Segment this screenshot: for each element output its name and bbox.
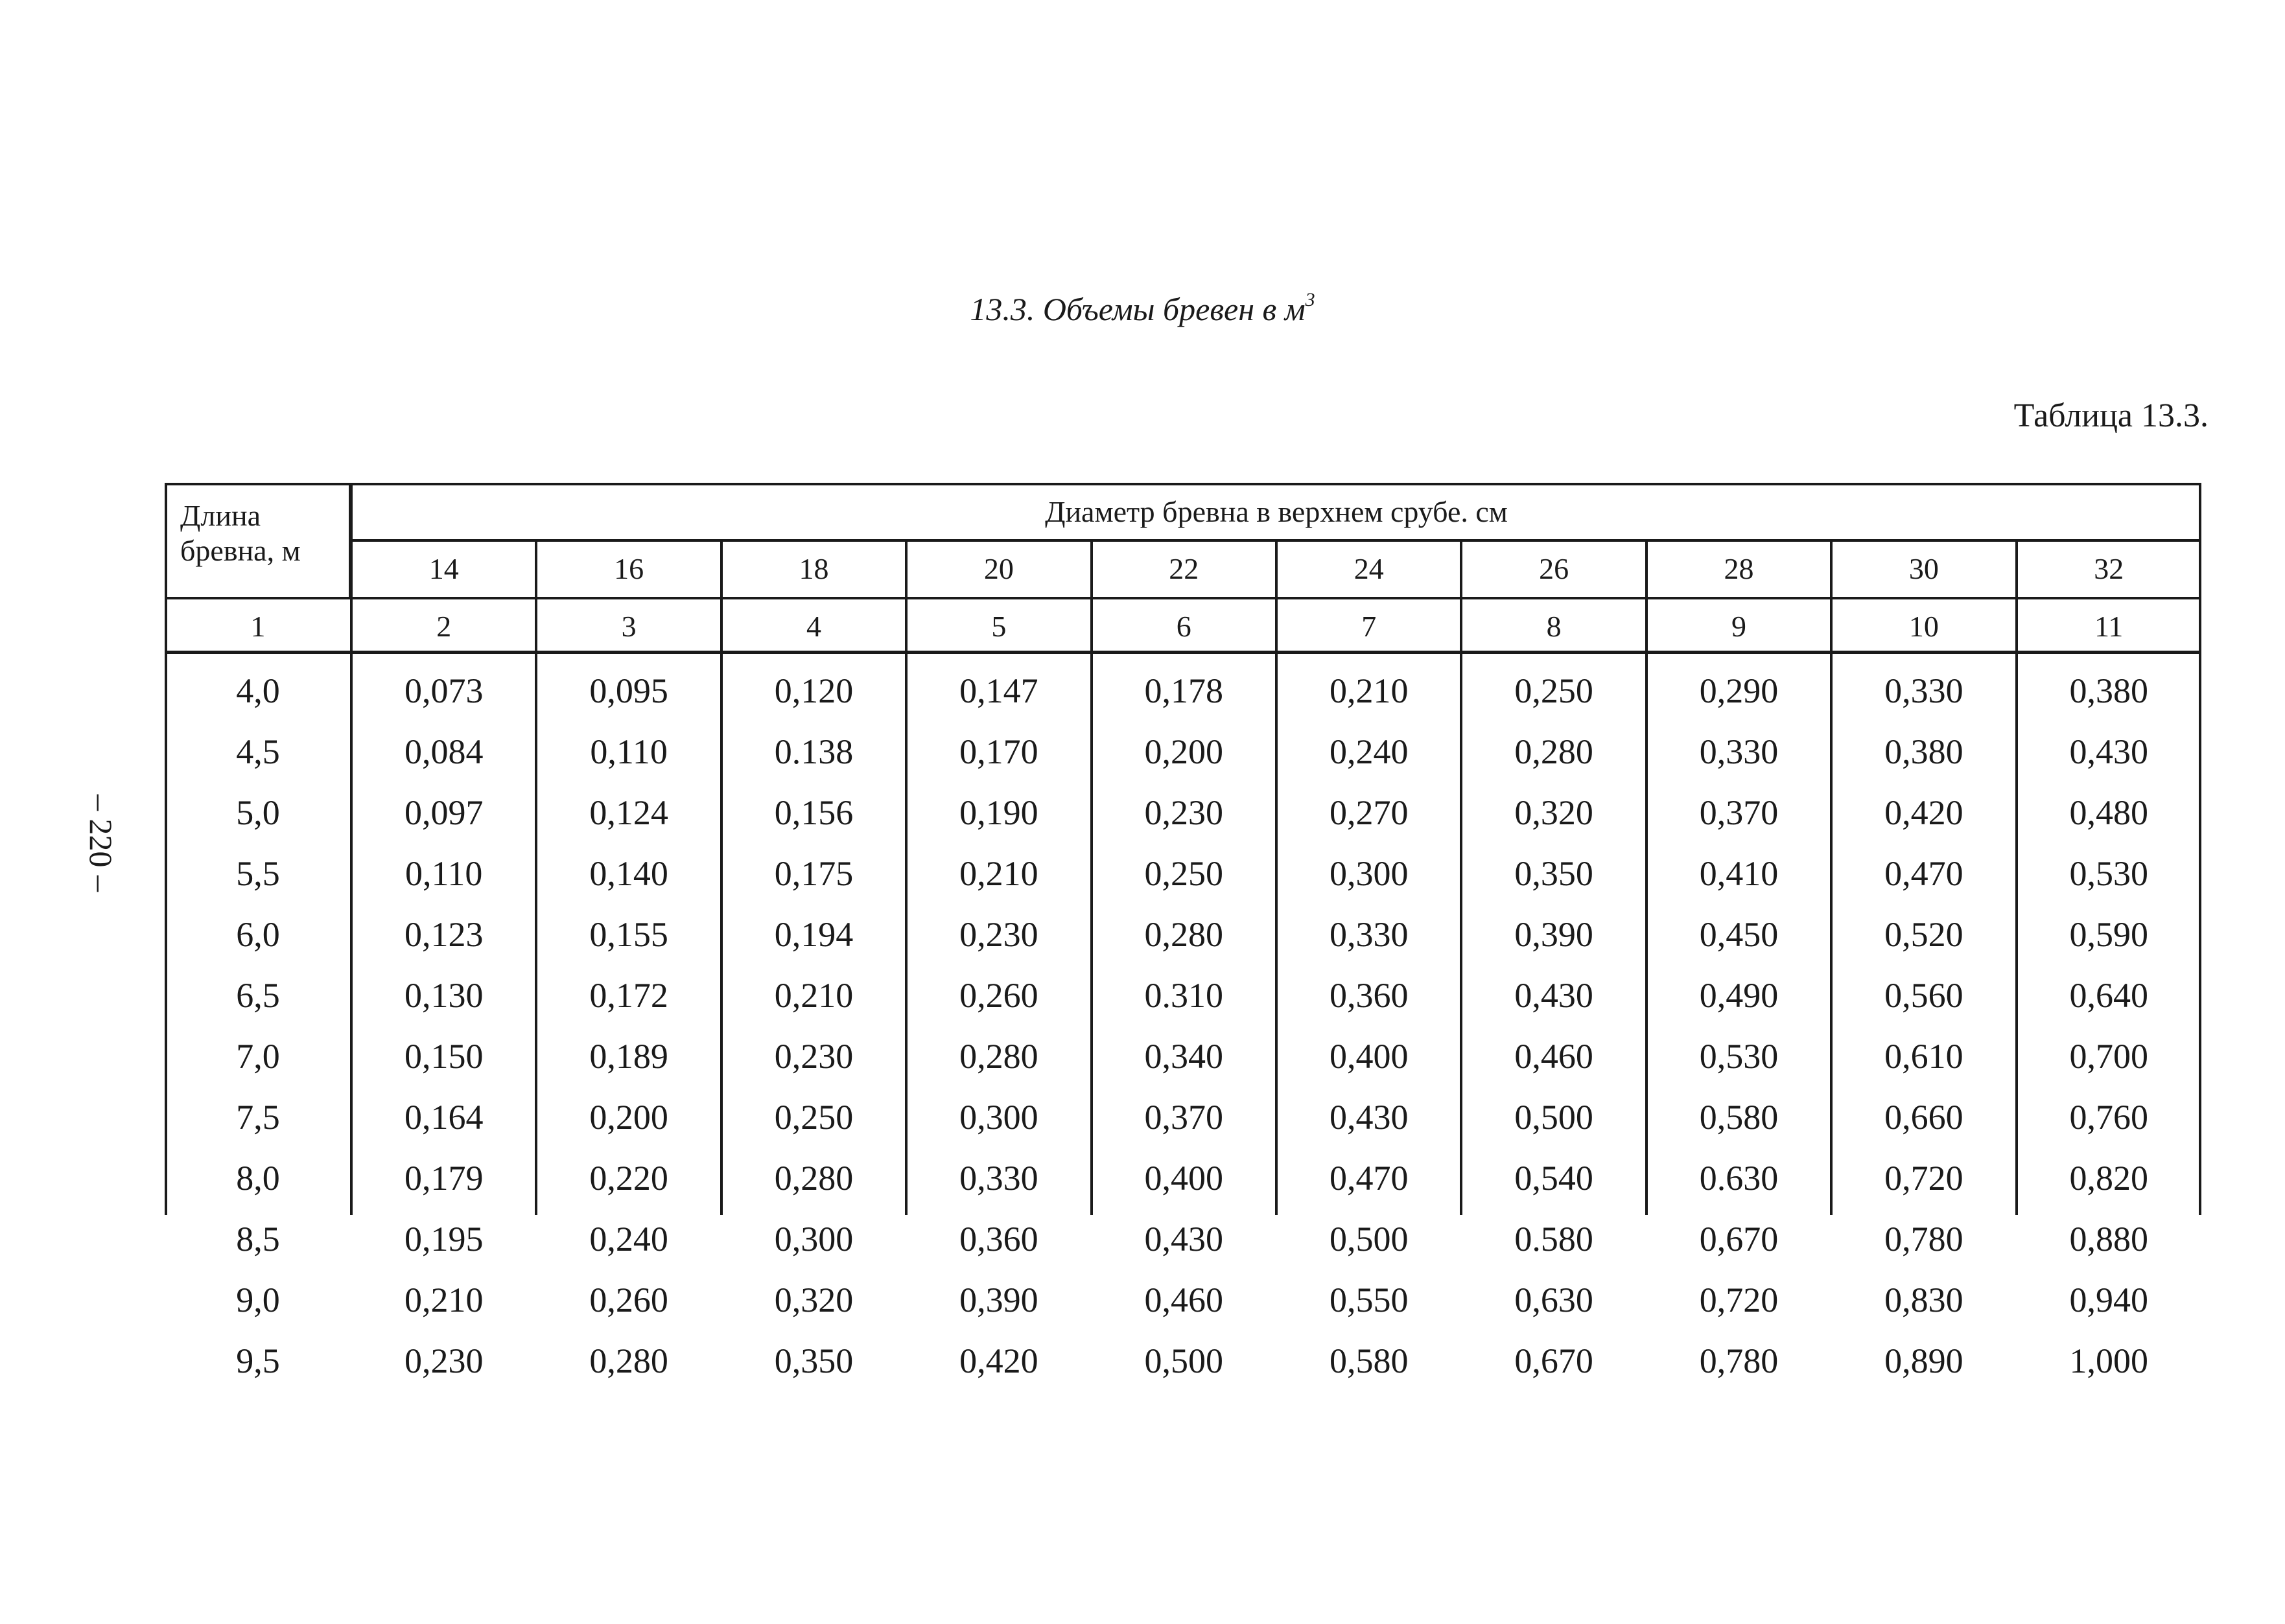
volume-cell: 0,670 — [1699, 1220, 1779, 1259]
volume-cell: 0,830 — [1884, 1281, 1963, 1319]
column-number: 3 — [621, 610, 637, 643]
volume-cell: 0,350 — [774, 1341, 854, 1380]
volume-cell: 0,380 — [1884, 732, 1963, 771]
volume-cell: 0.580 — [1514, 1220, 1593, 1259]
volume-cell: 0,780 — [1699, 1341, 1779, 1380]
column-number: 2 — [436, 610, 452, 643]
diameter-group-header: Диаметр бревна в верхнем срубе. см — [1045, 495, 1508, 528]
volume-cell: 0,200 — [589, 1098, 668, 1137]
volume-cell: 0,530 — [2069, 854, 2149, 893]
table-row — [165, 782, 2201, 843]
volume-cell: 0,260 — [589, 1281, 668, 1319]
volume-cell: 0,190 — [959, 793, 1038, 832]
log-length-cell: 5,0 — [236, 793, 280, 832]
volume-cell: 0,890 — [1884, 1341, 1963, 1380]
volume-cell: 0,540 — [1514, 1159, 1593, 1198]
volume-cell: 0,420 — [959, 1341, 1038, 1380]
volume-cell: 0,240 — [589, 1220, 668, 1259]
diameter-value: 22 — [1169, 552, 1199, 585]
volume-cell: 0,300 — [959, 1098, 1038, 1137]
volume-cell: 0,330 — [1699, 732, 1779, 771]
volume-cell: 0,460 — [1144, 1281, 1224, 1319]
volume-cell: 0,590 — [2069, 915, 2149, 954]
table-heading — [0, 290, 2285, 328]
log-length-cell: 9,0 — [236, 1281, 280, 1319]
volume-cell: 0,320 — [774, 1281, 854, 1319]
volume-cell: 0,360 — [959, 1220, 1038, 1259]
diameter-value: 28 — [1724, 552, 1754, 585]
volume-cell: 0,097 — [404, 793, 484, 832]
table-row — [165, 721, 2201, 782]
heading-text: 13.3. Объемы бревен в м — [970, 291, 1306, 327]
table-label: Таблица 13.3. — [2013, 397, 2209, 434]
log-length-cell: 5,5 — [236, 854, 280, 893]
volume-cell: 0,250 — [1144, 854, 1224, 893]
volume-cell: 0,175 — [774, 854, 854, 893]
volume-cell: 0,220 — [589, 1159, 668, 1198]
volume-cell: 0,500 — [1144, 1341, 1224, 1380]
volume-cell: 0,430 — [1514, 976, 1593, 1015]
volume-cell: 0.630 — [1699, 1159, 1779, 1198]
log-length-cell: 4,5 — [236, 732, 280, 771]
volume-cell: 0,210 — [959, 854, 1038, 893]
diameter-value: 32 — [2094, 552, 2124, 585]
volume-cell: 0.138 — [774, 732, 854, 771]
volume-cell: 0,470 — [1329, 1159, 1409, 1198]
volume-cell: 0,156 — [774, 793, 854, 832]
diameter-value: 30 — [1908, 552, 1939, 585]
volume-cell: 0,095 — [589, 671, 668, 710]
volume-cell: 0,150 — [404, 1037, 484, 1076]
volume-cell: 0,280 — [1144, 915, 1224, 954]
volume-cell: 0,155 — [589, 915, 668, 954]
volume-cell: 0,280 — [774, 1159, 854, 1198]
volume-cell: 0,164 — [404, 1098, 484, 1137]
volume-cell: 0,084 — [404, 732, 484, 771]
table-row — [165, 965, 2201, 1026]
column-number: 10 — [1908, 610, 1939, 643]
volume-cell: 1,000 — [2069, 1341, 2149, 1380]
page-number: – 220 – — [83, 795, 119, 892]
volume-cell: 0,200 — [1144, 732, 1224, 771]
diameter-value: 18 — [799, 552, 829, 585]
diameter-value: 20 — [983, 552, 1014, 585]
volume-cell: 0,300 — [1329, 854, 1409, 893]
volume-cell: 0,210 — [1329, 671, 1409, 710]
volume-cell: 0,230 — [774, 1037, 854, 1076]
volume-cell: 0,370 — [1699, 793, 1779, 832]
table-row — [165, 1270, 2201, 1330]
volume-cell: 0,230 — [404, 1341, 484, 1380]
column-number: 8 — [1546, 610, 1562, 643]
volume-cell: 0,195 — [404, 1220, 484, 1259]
volume-cell: 0,390 — [959, 1281, 1038, 1319]
volume-cell: 0.310 — [1144, 976, 1224, 1015]
volume-cell: 0,700 — [2069, 1037, 2149, 1076]
volume-cell: 0,500 — [1329, 1220, 1409, 1259]
volume-cell: 0,179 — [404, 1159, 484, 1198]
table-body — [165, 654, 2201, 1380]
column-number: 7 — [1361, 610, 1377, 643]
volume-cell: 0,320 — [1514, 793, 1593, 832]
table-row — [165, 1087, 2201, 1148]
volume-cell: 0,780 — [1884, 1220, 1963, 1259]
volume-cell: 0,350 — [1514, 854, 1593, 893]
volume-cell: 0,189 — [589, 1037, 668, 1076]
volume-cell: 0,660 — [1884, 1098, 1963, 1137]
length-column-header: Длина бревна, м — [165, 483, 351, 598]
volume-cell: 0,720 — [1884, 1159, 1963, 1198]
volume-cell: 0,450 — [1699, 915, 1779, 954]
volume-cell: 0,490 — [1699, 976, 1779, 1015]
volume-cell: 0,240 — [1329, 732, 1409, 771]
diameter-value: 26 — [1539, 552, 1569, 585]
volume-cell: 0,940 — [2069, 1281, 2149, 1319]
volume-cell: 0,410 — [1699, 854, 1779, 893]
column-number: 9 — [1731, 610, 1746, 643]
volume-cell: 0,420 — [1884, 793, 1963, 832]
table-row — [165, 660, 2201, 721]
volume-cell: 0,390 — [1514, 915, 1593, 954]
volume-cell: 0,380 — [2069, 671, 2149, 710]
log-length-cell: 6,0 — [236, 915, 280, 954]
log-length-cell: 9,5 — [236, 1341, 280, 1380]
volume-cell: 0,430 — [1144, 1220, 1224, 1259]
volume-cell: 0,550 — [1329, 1281, 1409, 1319]
log-length-cell: 4,0 — [236, 671, 280, 710]
volume-cell: 0,480 — [2069, 793, 2149, 832]
heading-superscript: 3 — [1305, 289, 1315, 311]
volume-cell: 0,270 — [1329, 793, 1409, 832]
volume-cell: 0,178 — [1144, 671, 1224, 710]
volume-cell: 0,147 — [959, 671, 1038, 710]
table-row — [165, 1209, 2201, 1270]
volume-cell: 0,400 — [1329, 1037, 1409, 1076]
column-number: 11 — [2094, 610, 2124, 643]
diameter-value: 16 — [614, 552, 644, 585]
table-row — [165, 843, 2201, 904]
volume-cell: 0,123 — [404, 915, 484, 954]
column-number: 6 — [1176, 610, 1191, 643]
log-length-cell: 8,5 — [236, 1220, 280, 1259]
diameter-value: 24 — [1353, 552, 1384, 585]
log-length-cell: 6,5 — [236, 976, 280, 1015]
volume-cell: 0,124 — [589, 793, 668, 832]
volume-cell: 0,110 — [404, 854, 483, 893]
volume-cell: 0,500 — [1514, 1098, 1593, 1137]
volume-cell: 0,130 — [404, 976, 484, 1015]
volume-cell: 0,194 — [774, 915, 854, 954]
volume-cell: 0,110 — [590, 732, 668, 771]
volume-cell: 0,430 — [1329, 1098, 1409, 1137]
volume-cell: 0,172 — [589, 976, 668, 1015]
volume-cell: 0,290 — [1699, 671, 1779, 710]
table-row — [165, 1330, 2201, 1391]
volume-cell: 0,340 — [1144, 1037, 1224, 1076]
volume-cell: 0,720 — [1699, 1281, 1779, 1319]
volume-cell: 0,580 — [1699, 1098, 1779, 1137]
volume-cell: 0,073 — [404, 671, 484, 710]
table-header — [165, 483, 2201, 654]
table-row — [165, 1026, 2201, 1087]
volume-cell: 0,210 — [774, 976, 854, 1015]
log-length-cell: 7,0 — [236, 1037, 280, 1076]
log-volume-table — [165, 483, 2201, 1380]
volume-cell: 0,460 — [1514, 1037, 1593, 1076]
volume-cell: 0,530 — [1699, 1037, 1779, 1076]
volume-cell: 0,470 — [1884, 854, 1963, 893]
volume-cell: 0,260 — [959, 976, 1038, 1015]
volume-cell: 0,430 — [2069, 732, 2149, 771]
volume-cell: 0,230 — [1144, 793, 1224, 832]
volume-cell: 0,520 — [1884, 915, 1963, 954]
diameter-value: 14 — [428, 552, 459, 585]
volume-cell: 0,300 — [774, 1220, 854, 1259]
volume-cell: 0,280 — [959, 1037, 1038, 1076]
table-row — [165, 1148, 2201, 1209]
log-length-cell: 8,0 — [236, 1159, 280, 1198]
volume-cell: 0,580 — [1329, 1341, 1409, 1380]
volume-cell: 0,670 — [1514, 1341, 1593, 1380]
volume-cell: 0,210 — [404, 1281, 484, 1319]
volume-cell: 0,250 — [774, 1098, 854, 1137]
volume-cell: 0,880 — [2069, 1220, 2149, 1259]
column-number: 1 — [250, 610, 266, 643]
volume-cell: 0,170 — [959, 732, 1038, 771]
volume-cell: 0,330 — [959, 1159, 1038, 1198]
volume-cell: 0,140 — [589, 854, 668, 893]
volume-cell: 0,230 — [959, 915, 1038, 954]
volume-cell: 0,330 — [1329, 915, 1409, 954]
volume-cell: 0,630 — [1514, 1281, 1593, 1319]
volume-cell: 0,760 — [2069, 1098, 2149, 1137]
volume-cell: 0,820 — [2069, 1159, 2149, 1198]
table-row — [165, 904, 2201, 965]
volume-cell: 0,280 — [1514, 732, 1593, 771]
volume-cell: 0,640 — [2069, 976, 2149, 1015]
volume-cell: 0,330 — [1884, 671, 1963, 710]
column-number: 5 — [991, 610, 1007, 643]
volume-cell: 0,370 — [1144, 1098, 1224, 1137]
column-number: 4 — [806, 610, 821, 643]
volume-cell: 0,400 — [1144, 1159, 1224, 1198]
volume-cell: 0,610 — [1884, 1037, 1963, 1076]
volume-cell: 0,560 — [1884, 976, 1963, 1015]
volume-cell: 0,360 — [1329, 976, 1409, 1015]
log-length-cell: 7,5 — [236, 1098, 280, 1137]
volume-cell: 0,250 — [1514, 671, 1593, 710]
volume-cell: 0,120 — [774, 671, 854, 710]
volume-cell: 0,280 — [589, 1341, 668, 1380]
